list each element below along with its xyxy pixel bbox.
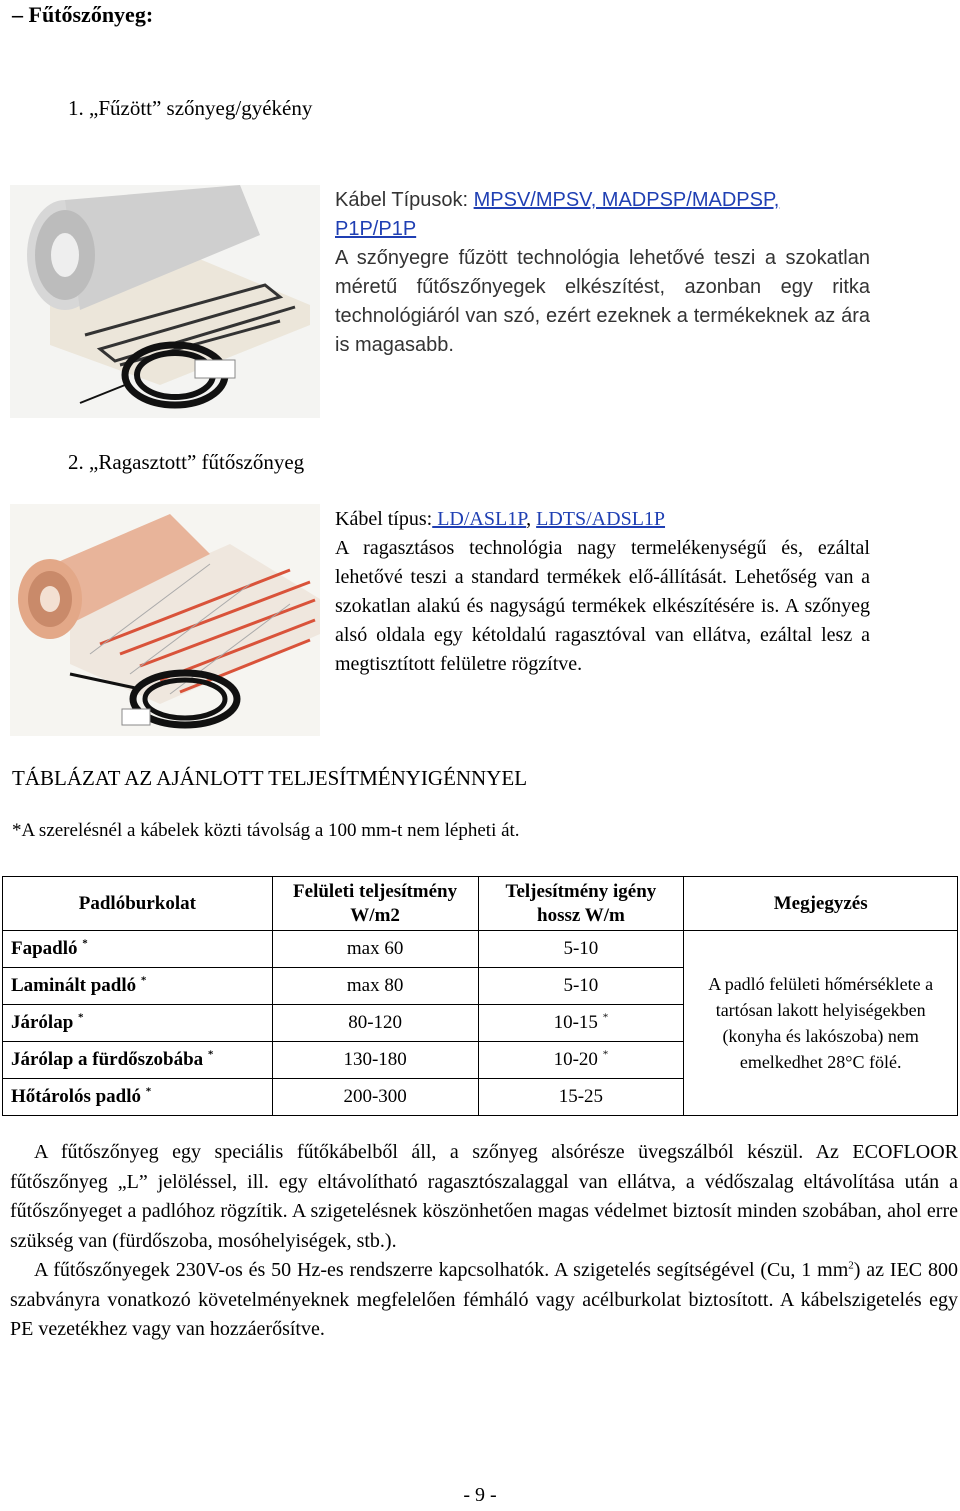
section2-description: A ragasztásos technológia nagy termelékenységű és, ezáltal lehetővé teszi a standard termékek elő-állítását. Lehetőség van a szokatlan alakú és nagyságú termékek elkészítésére is. A szőnyeg alsó oldala egy kétoldalú ragasztóval van ellátva, ezáltal lesz a megtisztított felületre rögzítve. [335,537,870,675]
section1-title: 1. „Fűzött” szőnyeg/gyékény [68,96,313,120]
section1-description: A szőnyegre fűzött technológia lehetővé teszi a szokatlan méretű fűtőszőnyegek elkészítést, azonban egy ritka technológiáról van szó, ezért ezeknek a termékeknek az ára is magasabb. [335,247,870,356]
section2-text: Kábel típus: LD/ASL1P, LDTS/ADSL1P A ragasztásos technológia nagy termelékenységű és, ezáltal lehetővé teszi a standard termékek elő-állítását. Lehetőség van a szokatlan alakú és nagyságú termékek elkészítésére is. A szőnyeg alsó oldala egy kétoldalú ragasztóval van ellátva, ezáltal lesz a megtisztított felületre rögzítve. [335,505,870,679]
table-header-row [3,877,958,931]
cable-link-ld-asl1p[interactable]: LD/ASL1P [432,508,527,530]
paragraph-1: A fűtőszőnyeg egy speciális fűtőkábelből áll, a szőnyeg alsórésze üvegszálból készül. Az ECOFLOOR fűtőszőnyeg „L” jelöléssel, ill. egy eltávolítható ragasztószalaggal van ellátva, a védőszalag eltávolítása után a fűtőszőnyeget a padlóhoz rögzítik. A szigetelésnek köszönhetően magas védelmet biztosít minden szobában, ahol erre szükség van (fürdőszoba, mosóhelyiségek, stb.). [10,1141,958,1252]
power-table [2,876,958,1116]
section2-title: 2. „Ragasztott” fűtőszőnyeg [68,450,305,474]
section1-text [335,186,870,360]
paragraph-2: A fűtőszőnyegek 230V-os és 50 Hz-es rendszerre kapcsolhatók. A szigetelés segítségével (Cu, 1 $mm^2$) az IEC 800 szabványra vonatkozó követelményeknek megfelelően fémháló vagy acélburkolat biztosított. A kábelszigetelés egy PE vezetékhez vagy van hozzáerősítve. [10,1259,958,1340]
cable-link-p1p[interactable]: P1P/P1P [335,218,417,240]
page-heading: – Fűtőszőnyeg: [12,2,154,27]
cable-type-label: Kábel típus: [335,508,433,530]
woven-mat-image [10,185,320,418]
header-surface-power: Felületi teljesítmény W/m2 [272,877,478,931]
table-note: *A szerelésnél a kábelek közti távolság a 100 mm-t nem lépheti át. [12,820,520,841]
table-row: Járólap a fürdőszobába * 130-180 10-20 * [3,1042,958,1079]
header-remark: Megjegyzés [684,877,958,931]
cable-link-ldts-adsl1p[interactable]: LDTS/ADSL1P [536,508,666,530]
table-row: Járólap * 80-120 10-15 * [3,1005,958,1042]
body-text [10,1138,958,1345]
cable-types-label: Kábel Típusok: [335,189,474,211]
table-remark: A padló felületi hőmérséklete a tartósan lakott helyiségekben (konyha és lakószoba) nem emelkedhet 28°C fölé. [684,931,958,1116]
table-row: Hőtárolós padló * 200-300 15-25 [3,1079,958,1116]
header-length-power: Teljesítmény igény hossz W/m [478,877,684,931]
adhesive-mat-image [10,504,320,736]
table-row: Fapadló * max 60 5-10 A padló felületi hőmérséklete a tartósan lakott helyiségekben (konyha és lakószoba) nem emelkedhet 28°C fölé. [3,931,958,968]
page-number: - 9 - [463,1484,497,1506]
header-floor: Padlóburkolat [3,877,273,931]
table-title: TÁBLÁZAT AZ AJÁNLOTT TELJESÍTMÉNYIGÉNNYEL [12,766,528,790]
table-row: Laminált padló * max 80 5-10 [3,968,958,1005]
cable-link-mpsv[interactable]: MPSV/MPSV, MADPSP/MADPSP, [473,189,780,211]
